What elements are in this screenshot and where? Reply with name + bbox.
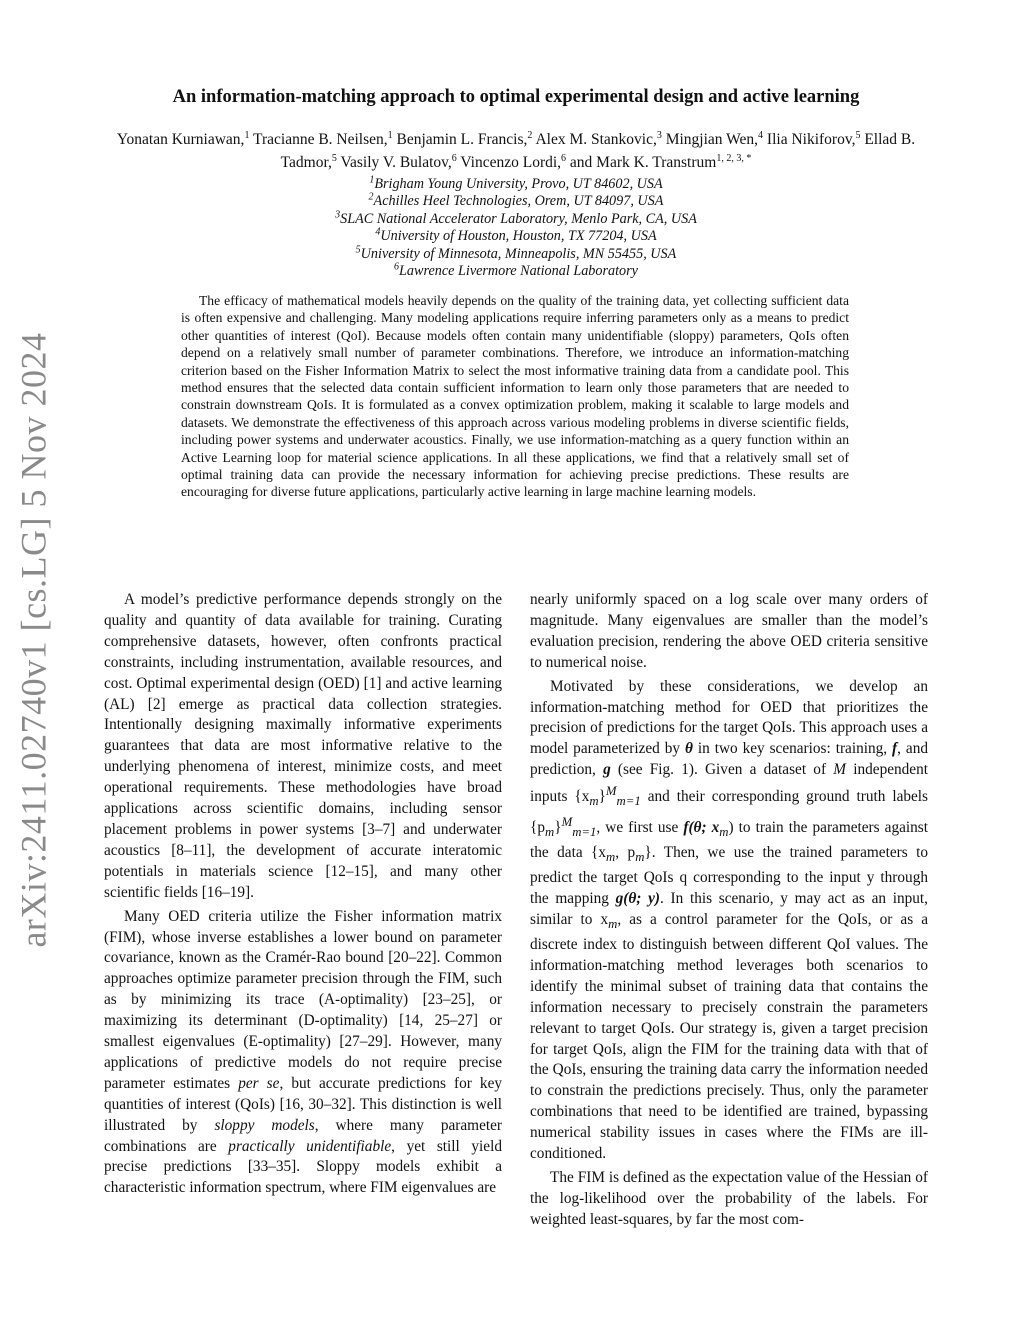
author: Vasily V. Bulatov,$^6$ bbox=[340, 152, 457, 171]
author: Benjamin L. Francis,$^2$ bbox=[396, 129, 533, 148]
affiliation: $^6$Lawrence Livermore National Laboratory bbox=[394, 261, 638, 280]
affiliation: $^2$Achilles Heel Technologies, Orem, UT 84097, USA bbox=[368, 191, 664, 210]
author: and Mark K. Transtrum$^{1, 2, 3, *}$ bbox=[569, 152, 752, 171]
paragraph: A model’s predictive performance depends strongly on the quality and quantity of data available for training. Curating comprehensive datasets, however, often confronts practical constraints, including instrumentation, available resources, and cost. Optimal experimental design (OED) [1] and active learning (AL) [2] emerge as practical data collection strategies. Intentionally designing maximally informative experiments guarantees that data are most informative relative to the underlying phenomena of interest, minimize costs, and meet operational requirements. These methodologies have broad applications across scientific domains, including sensor placement problems in power systems [3–7] and underwater acoustics [8–11], the development of accurate interatomic potentials in materials science [12–15], and many other scientific fields [16–19]. bbox=[104, 591, 502, 901]
left-column bbox=[104, 590, 502, 1199]
author: Ilia Nikiforov,$^5$ bbox=[766, 129, 861, 148]
paragraph: Many OED criteria utilize the Fisher information matrix (FIM), whose inverse establishes a lower bound on parameter covariance, known as the Cramér-Rao bound [20–22]. Common approaches optimize parameter precision through the FIM, such as by minimizing its trace (A-optimality) [23–25], or maximizing its determinant (D-optimality) [14, 25–27] or smallest eigenvalues (E-optimality) [27–29]. However, many applications of predictive models do not require precise parameter estimates per se, but accurate predictions for key quantities of interest (QoIs) [16, 30–32]. This distinction is well illustrated by sloppy models, where many parameter combinations are practically unidentifiable, yet still yield precise predictions [33–35]. Sloppy models exhibit a characteristic information spectrum, where FIM eigenvalues are bbox=[104, 907, 503, 1197]
author: Mingjian Wen,$^4$ bbox=[665, 129, 764, 148]
affiliation: $^5$University of Minnesota, Minneapolis, MN 55455, USA bbox=[355, 243, 677, 262]
author: Alex M. Stankovic,$^3$ bbox=[535, 129, 662, 148]
affiliation: $^1$Brigham Young University, Provo, UT 84602, USA bbox=[369, 174, 663, 192]
right-column bbox=[530, 590, 928, 1231]
paragraph: Motivated by these considerations, we develop an information-matching method for OED that prioritizes the precision of predictions for the target QoIs. This approach uses a model parameterized by θ in two key scenarios: training, f, and prediction, g (see Fig. 1). Given a dataset of M independent inputs $\{x_m\}^M_{m=1}$ and their corresponding ground truth labels $\{p_m\}^M_{m=1}$, we first use f(θ; $x_m$) to train the parameters against the data {$x_m$, $p_m$}. Then, we use the trained parameters to predict the target QoIs q corresponding to the input y through the mapping g(θ; y). In this scenario, y may act as an input, similar to $x_m$, as a control parameter for the QoIs, or as a discrete index to distinguish between different QoI values. The information-matching method leverages both scenarios to identify the minimal subset of training data that contains the information necessary to precisely constrain the parameters relevant to target QoIs. Our strategy is, given a target precision for target QoIs, align the FIM for the training data with that of the QoIs, ensuring the training data carry the information needed to constrain the predictions precisely. Thus, only the parameter combinations that need to be identified are trained, bypassing numerical stability issues in cases where the FIMs are ill-conditioned. bbox=[530, 677, 929, 1163]
affiliation: $^4$University of Houston, Houston, TX 77204, USA bbox=[375, 226, 657, 245]
author: Ellad B. Tadmor,$^5$ bbox=[280, 131, 916, 171]
abstract: The efficacy of mathematical models heavily depends on the quality of the training data, yet collecting sufficient data is often expensive and challenging. Many modeling applications require inferring parameters only as a means to predict other quantities of interest (QoI). Because models often contain many unidentifiable (sloppy) parameters, QoIs often depend on a relatively small number of parameter combinations. Therefore, we introduce an information-matching criterion based on the Fisher Information Matrix to select the most informative training data from a candidate pool. This method ensures that the selected data contain sufficient information to learn only those parameters that are needed to constrain downstream QoIs. It is formulated as a convex optimization problem, making it scalable to large models and datasets. We demonstrate the effectiveness of this approach across various modeling problems in diverse scientific fields, including power systems and underwater acoustics. Finally, we use information-matching as a query function within an Active Learning loop for material science applications. In all these applications, we find that a relatively small set of optimal training data can provide the necessary information for achieving precise predictions. These results are encouraging for diverse future applications, particularly active learning in large machine learning models. bbox=[181, 293, 849, 500]
affiliation: $^3$SLAC National Accelerator Laboratory, Menlo Park, CA, USA bbox=[335, 209, 697, 227]
paper-title: An information-matching approach to optimal experimental design and active learning bbox=[172, 87, 860, 107]
paragraph: nearly uniformly spaced on a log scale over many orders of magnitude. Many eigenvalues are smaller than the model’s evaluation precision, rendering the above OED criteria sensitive to numerical noise. bbox=[530, 591, 928, 671]
author-list bbox=[112, 128, 920, 174]
paragraph: The FIM is defined as the expectation value of the Hessian of the log-likelihood over the probability of the labels. For weighted least-squares, by far the most com- bbox=[530, 1168, 928, 1228]
author: Tracianne B. Neilsen,$^1$ bbox=[253, 129, 393, 148]
author: Yonatan Kurniawan,$^1$ bbox=[116, 129, 250, 148]
arxiv-identifier: arXiv:2411.02740v1 [cs.LG] 5 Nov 2024 bbox=[14, 332, 54, 948]
arxiv-sidebar bbox=[6, 310, 62, 970]
affiliation-list bbox=[200, 176, 832, 280]
author: Vincenzo Lordi,$^6$ bbox=[460, 152, 567, 171]
